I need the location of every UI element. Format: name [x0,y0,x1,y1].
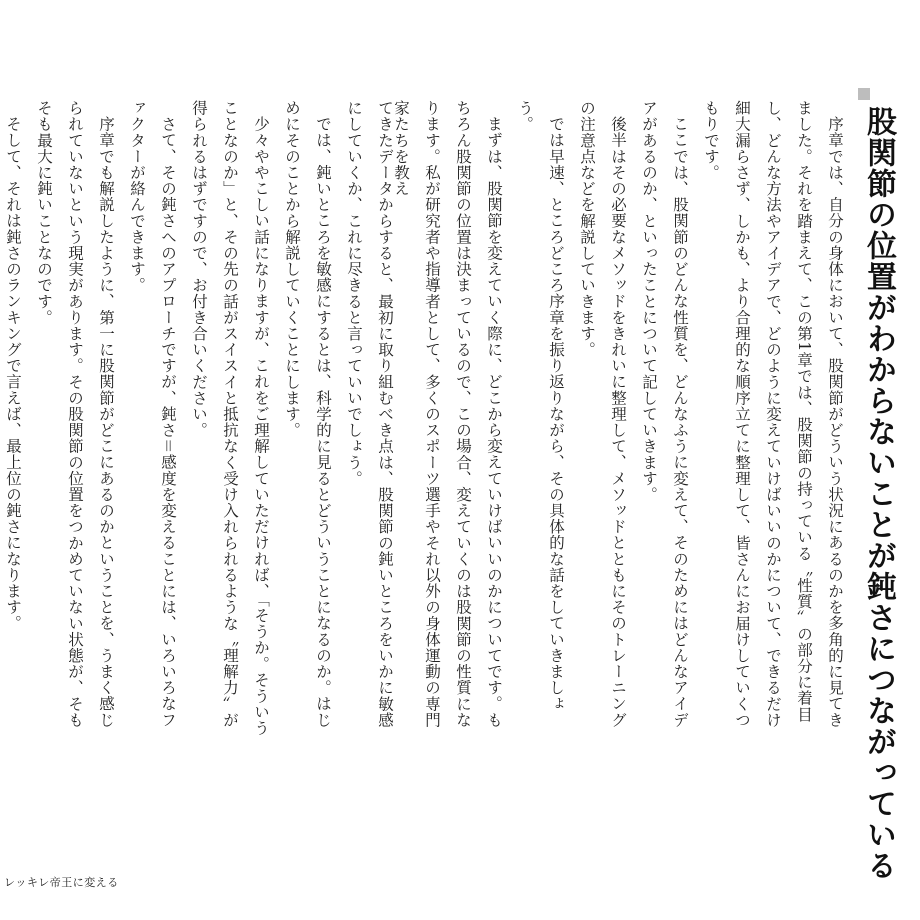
heading-marker [858,88,870,100]
paragraph: 後半はその必要なメソッドをきれいに整理して、メソッドとともにそのトレーニングの注意点などを解説していきます。 [578,100,627,728]
paragraph: 少々ややこしい話になりますが、これをご理解していただければ、「そうか。そういうことなのか」と、その先の話がスイスイと抵抗なく受け入れられるような〝理解力〟が得られるはずですので、お付き合いください。 [190,100,270,736]
paragraph: ここでは、股関節のどんな性質を、どんなふうに変えて、そのためにはどんなアイデアがあるのか、といったことについて記していきます。 [640,100,689,728]
paragraph: では早速、ところどころ序章を振り返りながら、その具体的な話をしていきましょう。 [516,100,565,712]
paragraph: 序章では、自分の身体において、股関節がどういう状況にあるのかを多角的に見てきました。それを踏まえて、この第1章では、股関節の持っている〝性質〟の部分に着目し、どんな方法やアイデアで、どのように変えていけばいいのかについて、できるだけ細大漏らさず、しかも、より合理的な順序立てに整理して、皆さんにお届けしていくつもりです。 [702,100,844,728]
running-footer: レッキレ帝王に変える [4,876,119,889]
paragraph: てきたデータからすると、最初に取り組むべき点は、股関節の鈍いところをいかに敏感にしていくか、これに尽きると言っていいでしょう。 [345,100,394,728]
paragraph: さて、その鈍さへのアプローチですが、鈍さ＝感度を変えることには、いろいろなファクターが絡んできます。 [128,100,177,728]
heading-block [852,88,898,881]
section-heading: 股関節の位置がわからないことが鈍さにつながっている [861,106,896,881]
text-column-right [392,100,850,740]
paragraph: そして、それは鈍さのランキングで言えば、最上位の鈍さになります。 [4,115,22,631]
paragraph: 序章でも解説したように、第一に股関節がどこにあるのかということを、うまく感じられていないという現実があります。その股関節の位置をつかめていない状態が、そもそも最大に鈍いことなのです。 [35,100,115,728]
paragraph: では、鈍いところを敏感にするとは、科学的に見るとどういうことになるのか。はじめにそのことから解説していくことにします。 [283,100,332,728]
text-column-left [4,100,400,740]
paragraph: まずは、股関節を変えていく際に、どこから変えていけばいいのかについてです。もちろん股関節の位置は決まっているので、この場合、変えていくのは股関節の性質になります。私が研究者や指導者として、多くのスポーツ選手やそれ以外の身体運動の専門家たちを教え [392,100,503,728]
